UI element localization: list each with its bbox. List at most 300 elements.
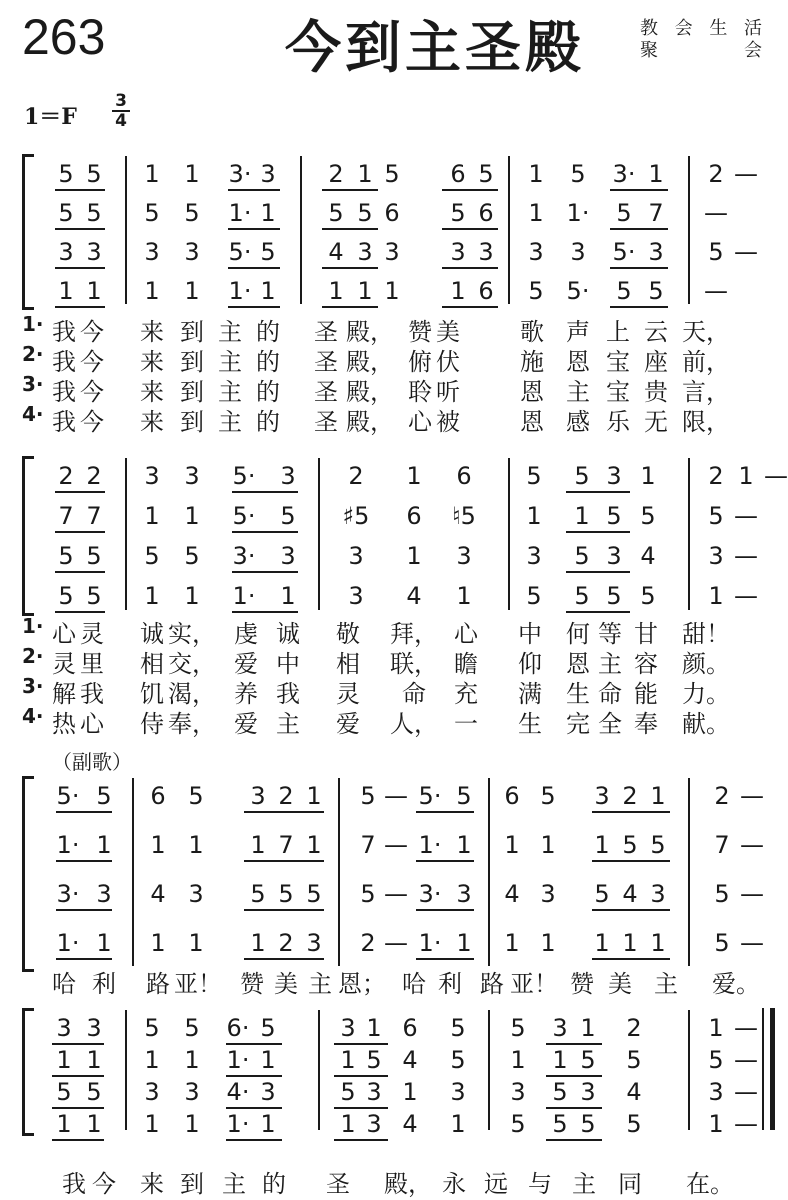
beam-underline xyxy=(610,228,668,230)
note: 3 xyxy=(606,542,622,570)
beam-underline xyxy=(55,531,105,533)
voice-part-1 xyxy=(0,780,782,820)
note-extension: — xyxy=(384,929,408,957)
lyric-syllable: 恩； xyxy=(338,970,386,998)
note-extension: — xyxy=(734,238,758,266)
note: 1 xyxy=(56,1110,72,1138)
lyric-syllable: 心 xyxy=(454,620,478,648)
note-extension: — xyxy=(704,277,728,305)
lyric-syllable: 哈 xyxy=(52,970,76,998)
lyric-syllable: 路 xyxy=(146,970,170,998)
lyric-syllable: 言， xyxy=(682,378,730,406)
verse-number: 4· xyxy=(22,704,44,728)
beam-underline xyxy=(610,267,668,269)
note-extension: — xyxy=(384,782,408,810)
lyric-syllable: 实， xyxy=(168,620,216,648)
note: 5 xyxy=(708,1046,724,1074)
lyric-syllable: 中 xyxy=(276,650,300,678)
beam-underline xyxy=(52,1139,104,1141)
note: 5 xyxy=(606,502,622,530)
note: 3 xyxy=(580,1078,596,1106)
note: 1 xyxy=(580,1014,596,1042)
beam-underline xyxy=(52,1043,104,1045)
lyric-syllable: 主 xyxy=(218,318,242,346)
lyric-syllable: 永 xyxy=(442,1170,466,1198)
note: 7 xyxy=(714,831,730,859)
beam-underline xyxy=(322,228,378,230)
note: 1 xyxy=(406,542,422,570)
note: 5 xyxy=(606,582,622,610)
lyric-syllable: 侍 xyxy=(140,710,164,738)
note: 5 xyxy=(58,582,74,610)
note: 3 xyxy=(96,880,112,908)
note: 6 xyxy=(406,502,422,530)
note: 5 xyxy=(580,1046,596,1074)
lyric-syllable: 天， xyxy=(682,318,730,346)
time-sig-top: 3 xyxy=(115,91,127,111)
lyric-syllable: 来 xyxy=(140,1170,164,1198)
lyric-syllable: 爱。 xyxy=(712,970,760,998)
note-extension: — xyxy=(740,929,764,957)
note: 1 xyxy=(260,199,276,227)
lyric-syllable: 远 xyxy=(484,1170,508,1198)
beam-underline xyxy=(442,228,498,230)
note: 3· xyxy=(418,880,442,908)
note: 3 xyxy=(184,462,200,490)
note: 1 xyxy=(640,462,656,490)
note: 1 xyxy=(188,929,204,957)
lyric-syllable: 圣 xyxy=(326,1170,350,1198)
note: 1 xyxy=(357,160,373,188)
lyric-syllable: 全 xyxy=(598,710,622,738)
lyric-syllable: 利 xyxy=(438,970,462,998)
lyric-syllable: 座 xyxy=(644,348,668,376)
beam-underline xyxy=(334,1107,388,1109)
beam-underline xyxy=(566,531,630,533)
note: 5 xyxy=(708,238,724,266)
beam-underline xyxy=(232,571,298,573)
note: 1 xyxy=(144,582,160,610)
beam-underline xyxy=(334,1075,388,1077)
note: 1 xyxy=(184,502,200,530)
beam-underline xyxy=(244,909,324,911)
note: 3 xyxy=(260,1078,276,1106)
verse-number: 2· xyxy=(22,342,44,366)
lyric-syllable: 恩 xyxy=(566,348,590,376)
source-attribution xyxy=(640,18,762,62)
note: 5 xyxy=(144,199,160,227)
note: 5 xyxy=(574,582,590,610)
note: 1 xyxy=(450,277,466,305)
lyric-syllable: 与 xyxy=(528,1170,552,1198)
lyric-syllable: 我 xyxy=(52,318,76,346)
voice-part-4 xyxy=(0,927,782,967)
lyric-syllable: 诚 xyxy=(276,620,300,648)
lyric-syllable: 主 xyxy=(566,378,590,406)
lyric-syllable: 甜！ xyxy=(682,620,730,648)
note: 1 xyxy=(86,1110,102,1138)
note: 3· xyxy=(228,160,252,188)
note: 3 xyxy=(456,542,472,570)
lyric-line-1 xyxy=(0,964,782,996)
note: 3 xyxy=(86,238,102,266)
note-extension: — xyxy=(384,831,408,859)
note: 6 xyxy=(150,782,166,810)
lyric-syllable: 主 xyxy=(218,408,242,436)
note-extension: — xyxy=(734,1110,758,1138)
note: 3 xyxy=(56,1014,72,1042)
beam-underline xyxy=(232,611,298,613)
beam-underline xyxy=(228,267,280,269)
note: 3 xyxy=(650,880,666,908)
lyric-line-4 xyxy=(0,402,782,434)
lyric-line-3 xyxy=(0,674,782,706)
note: 5 xyxy=(708,502,724,530)
lyric-syllable: 被 xyxy=(436,408,460,436)
note: 1 xyxy=(144,502,160,530)
note: 1 xyxy=(738,462,754,490)
lyric-syllable: 爱 xyxy=(234,710,258,738)
lyric-syllable: 饥 xyxy=(140,680,164,708)
note: 7 xyxy=(278,831,294,859)
beam-underline xyxy=(334,1139,388,1141)
lyric-syllable: 颜。 xyxy=(682,650,730,678)
lyric-line-4 xyxy=(0,704,782,736)
lyric-syllable: 今 xyxy=(80,378,104,406)
note: 2 xyxy=(348,462,364,490)
note: 5 xyxy=(574,542,590,570)
note: 5 xyxy=(278,880,294,908)
beam-underline xyxy=(546,1043,602,1045)
beam-underline xyxy=(55,189,105,191)
note: 5 xyxy=(96,782,112,810)
voice-part-4 xyxy=(0,1108,782,1148)
note: 1 xyxy=(504,929,520,957)
note: 6 xyxy=(402,1014,418,1042)
note: 1 xyxy=(260,1046,276,1074)
voice-part-4 xyxy=(0,275,782,315)
beam-underline xyxy=(546,1139,602,1141)
lyric-syllable: 联， xyxy=(390,650,438,678)
note: 5 xyxy=(360,782,376,810)
note: 1· xyxy=(232,582,256,610)
voice-part-1 xyxy=(0,460,788,500)
note: 5 xyxy=(580,1110,596,1138)
note: 1· xyxy=(56,929,80,957)
beam-underline xyxy=(416,958,474,960)
note: 1 xyxy=(648,160,664,188)
note: 1· xyxy=(228,199,252,227)
note: 1 xyxy=(708,582,724,610)
lyric-syllable: 施 xyxy=(520,348,544,376)
beam-underline xyxy=(592,860,670,862)
note: 2 xyxy=(278,929,294,957)
note: 2 xyxy=(708,160,724,188)
note: 5 xyxy=(58,160,74,188)
note: 5 xyxy=(384,160,400,188)
beam-underline xyxy=(416,909,474,911)
note: 5 xyxy=(616,277,632,305)
lyric-syllable: 献。 xyxy=(682,710,730,738)
beam-underline xyxy=(592,811,670,813)
lyric-syllable: 爱 xyxy=(234,650,258,678)
beam-underline xyxy=(55,571,105,573)
note: 5 xyxy=(280,502,296,530)
beam-underline xyxy=(322,189,378,191)
note-extension: — xyxy=(740,782,764,810)
note: 4 xyxy=(150,880,166,908)
lyric-syllable: 来 xyxy=(140,318,164,346)
lyric-syllable: 我 xyxy=(52,378,76,406)
lyric-syllable: 贵 xyxy=(644,378,668,406)
note-extension: — xyxy=(734,1046,758,1074)
note: 5 xyxy=(650,831,666,859)
note: 5 xyxy=(510,1110,526,1138)
note: 2 xyxy=(708,462,724,490)
note-extension: — xyxy=(734,1078,758,1106)
lyric-syllable: 主 xyxy=(572,1170,596,1198)
verse-number: 2· xyxy=(22,644,44,668)
note: 3 xyxy=(450,1078,466,1106)
note: 1 xyxy=(526,502,542,530)
note: 1 xyxy=(528,199,544,227)
lyric-syllable: 奉 xyxy=(634,710,658,738)
lyric-syllable: 声 xyxy=(566,318,590,346)
note: 5 xyxy=(622,831,638,859)
note: 3 xyxy=(456,880,472,908)
lyric-syllable: 虔 xyxy=(234,620,258,648)
note: 5 xyxy=(450,199,466,227)
note: 1 xyxy=(184,582,200,610)
lyric-syllable: 来 xyxy=(140,348,164,376)
note: 1 xyxy=(150,831,166,859)
note-extension: — xyxy=(384,880,408,908)
lyric-syllable: 仰 xyxy=(518,650,542,678)
beam-underline xyxy=(56,860,112,862)
source-line-1: 教 会 生 活 xyxy=(640,18,762,39)
lyric-syllable: 路 xyxy=(480,970,504,998)
lyric-syllable: 殿， xyxy=(346,378,394,406)
note: 3 xyxy=(708,542,724,570)
note: 5 xyxy=(260,1014,276,1042)
lyric-line-1 xyxy=(0,312,782,344)
note: 1 xyxy=(184,160,200,188)
lyric-syllable: 甘 xyxy=(634,620,658,648)
note: 1 xyxy=(402,1078,418,1106)
note: 5· xyxy=(232,462,256,490)
note: 5 xyxy=(594,880,610,908)
note: 5 xyxy=(56,1078,72,1106)
note: 6 xyxy=(504,782,520,810)
note: 1 xyxy=(708,1014,724,1042)
note: 3 xyxy=(280,542,296,570)
note: 2 xyxy=(278,782,294,810)
lyric-syllable: 同 xyxy=(618,1170,642,1198)
note: 1· xyxy=(56,831,80,859)
note: 1 xyxy=(540,831,556,859)
note: 5· xyxy=(612,238,636,266)
note: 4 xyxy=(402,1110,418,1138)
note: 3 xyxy=(250,782,266,810)
note: 2 xyxy=(360,929,376,957)
lyric-syllable: 来 xyxy=(140,378,164,406)
beam-underline xyxy=(442,306,498,308)
verse-number: 3· xyxy=(22,674,44,698)
note: 3 xyxy=(184,1078,200,1106)
note: 3 xyxy=(594,782,610,810)
beam-underline xyxy=(56,909,112,911)
note: 1 xyxy=(708,1110,724,1138)
lyric-syllable: 满 xyxy=(518,680,542,708)
note: 1 xyxy=(184,1046,200,1074)
note: ♮5 xyxy=(452,502,476,530)
note: 1· xyxy=(566,199,590,227)
note: 2 xyxy=(58,462,74,490)
note: 5 xyxy=(86,582,102,610)
note: 1· xyxy=(418,929,442,957)
note: 7 xyxy=(58,502,74,530)
beam-underline xyxy=(566,611,630,613)
note: 5 xyxy=(184,542,200,570)
beam-underline xyxy=(566,491,630,493)
note: 5 xyxy=(58,199,74,227)
note: 1 xyxy=(184,277,200,305)
note: 6 xyxy=(450,160,466,188)
lyric-syllable: 奉， xyxy=(168,710,216,738)
lyric-syllable: 我 xyxy=(276,680,300,708)
beam-underline xyxy=(244,860,324,862)
lyric-syllable: 殿， xyxy=(346,348,394,376)
note: 1 xyxy=(306,831,322,859)
note: 2 xyxy=(328,160,344,188)
lyric-syllable: 伏 xyxy=(436,348,460,376)
note: 1 xyxy=(510,1046,526,1074)
note: 5 xyxy=(626,1110,642,1138)
note: 1 xyxy=(328,277,344,305)
note: 5 xyxy=(306,880,322,908)
lyric-syllable: 到 xyxy=(180,378,204,406)
lyric-syllable: 容 xyxy=(634,650,658,678)
note: 1 xyxy=(622,929,638,957)
lyric-syllable: 灵 xyxy=(336,680,360,708)
note: 1· xyxy=(228,277,252,305)
note: 5 xyxy=(450,1046,466,1074)
note: 4 xyxy=(626,1078,642,1106)
lyric-syllable: 亚！ xyxy=(174,970,222,998)
note: 1 xyxy=(86,1046,102,1074)
lyric-syllable: 圣 xyxy=(314,318,338,346)
lyric-syllable: 里 xyxy=(80,650,104,678)
lyric-syllable: 美 xyxy=(436,318,460,346)
note: 3 xyxy=(570,238,586,266)
note: 3 xyxy=(450,238,466,266)
beam-underline xyxy=(232,531,298,533)
note: 5 xyxy=(552,1078,568,1106)
beam-underline xyxy=(546,1107,602,1109)
lyric-syllable: 心 xyxy=(52,620,76,648)
lyric-syllable: 热 xyxy=(52,710,76,738)
voice-part-2 xyxy=(0,500,782,540)
note: 5 xyxy=(640,502,656,530)
voice-part-3 xyxy=(0,540,782,580)
lyric-syllable: 哈 xyxy=(402,970,426,998)
note: 7 xyxy=(360,831,376,859)
lyric-syllable: 相 xyxy=(336,650,360,678)
beam-underline xyxy=(52,1075,104,1077)
note: 1 xyxy=(150,929,166,957)
note: 5 xyxy=(58,542,74,570)
note: 4 xyxy=(406,582,422,610)
key-signature: 1＝F xyxy=(24,104,77,130)
note: 5 xyxy=(714,929,730,957)
note: 2 xyxy=(622,782,638,810)
beam-underline xyxy=(322,306,378,308)
note: 3 xyxy=(184,238,200,266)
beam-underline xyxy=(592,958,670,960)
beam-underline xyxy=(546,1075,602,1077)
lyric-syllable: 力。 xyxy=(682,680,730,708)
lyric-syllable: 无 xyxy=(644,408,668,436)
lyric-syllable: 限， xyxy=(682,408,730,436)
lyric-syllable: 亚！ xyxy=(510,970,558,998)
beam-underline xyxy=(592,909,670,911)
note: 1 xyxy=(456,929,472,957)
note: 1 xyxy=(456,831,472,859)
lyric-syllable: 命 xyxy=(598,680,622,708)
note: 5 xyxy=(86,1078,102,1106)
note: 5 xyxy=(86,542,102,570)
verse-number: 4· xyxy=(22,402,44,426)
lyric-syllable: 前， xyxy=(682,348,730,376)
lyric-syllable: 宝 xyxy=(606,378,630,406)
beam-underline xyxy=(228,189,280,191)
note: 1 xyxy=(144,277,160,305)
voice-part-3 xyxy=(0,878,782,918)
beam-underline xyxy=(226,1043,282,1045)
note: 1 xyxy=(144,1046,160,1074)
note: 1 xyxy=(552,1046,568,1074)
verse-number: 3· xyxy=(22,372,44,396)
lyric-syllable: 诚 xyxy=(140,620,164,648)
note: 1 xyxy=(96,831,112,859)
note-extension: — xyxy=(704,199,728,227)
note: 4 xyxy=(402,1046,418,1074)
lyric-syllable: 美 xyxy=(274,970,298,998)
note: 5 xyxy=(626,1046,642,1074)
note: 6 xyxy=(456,462,472,490)
lyric-syllable: 的 xyxy=(256,318,280,346)
note: 3 xyxy=(528,238,544,266)
lyric-syllable: 感 xyxy=(566,408,590,436)
lyric-syllable: 宝 xyxy=(606,348,630,376)
note: 1 xyxy=(456,582,472,610)
beam-underline xyxy=(442,189,498,191)
lyric-line-1 xyxy=(0,1164,782,1196)
chorus-label: （副歌） xyxy=(52,750,132,774)
note: 6 xyxy=(478,199,494,227)
note: 1 xyxy=(340,1110,356,1138)
beam-underline xyxy=(228,306,280,308)
lyric-syllable: 主 xyxy=(654,970,678,998)
lyric-syllable: 殿， xyxy=(384,1170,432,1198)
note: 1 xyxy=(650,929,666,957)
voice-part-3 xyxy=(0,236,782,276)
note: 1 xyxy=(250,929,266,957)
note: 2 xyxy=(626,1014,642,1042)
lyric-syllable: 圣 xyxy=(314,348,338,376)
lyric-syllable: 赞 xyxy=(240,970,264,998)
note: 6· xyxy=(226,1014,250,1042)
